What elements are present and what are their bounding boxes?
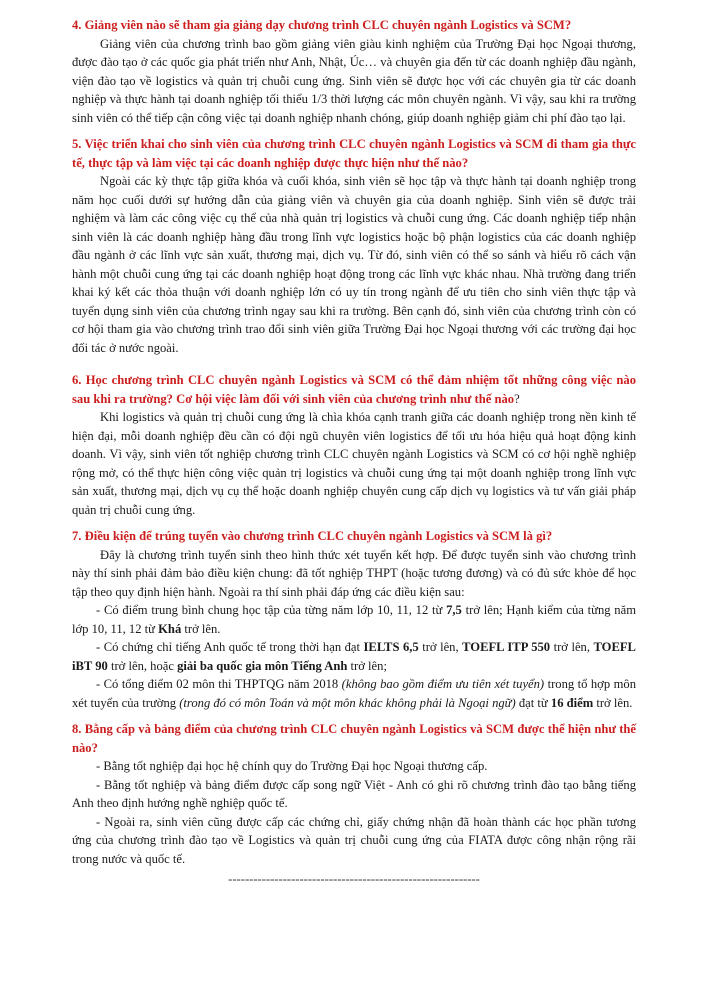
requirement-exam-score: - Có tổng điểm 02 môn thi THPTQG năm 2018 (không bao gồm điểm ưu tiên xét tuyển) trong tổ hợp môn xét tuyển của trường (trong đó có môn Toán và một môn khác không phải là Ngoại ngữ) đạt từ 16 điểm trở lên. — [72, 677, 636, 710]
question-6-text: 6. Học chương trình CLC chuyên ngành Logistics và SCM có thể đảm nhiệm tốt những công việc nào sau khi ra trường? Cơ hội việc làm đối với sinh viên của chương trình như thế nào — [72, 373, 636, 406]
requirement-gpa: - Có điểm trung bình chung học tập của từng năm lớp 10, 11, 12 từ 7,5 trở lên; Hạnh kiểm của từng năm lớp 10, 11, 12 từ Khá trở lên. — [72, 603, 636, 636]
question-7-heading: 7. Điều kiện để trúng tuyển vào chương trình CLC chuyên ngành Logistics và SCM là gì? — [72, 529, 553, 543]
answer-4-paragraph: Giảng viên của chương trình bao gồm giảng viên giàu kinh nghiệm của Trường Đại học Ngoại thương, được đào tạo ở các quốc gia phát triển như Anh, Nhật, Úc… và chuyên gia đến từ các doanh nghiệp đầu ngành, viện đào tạo về logistics và quản trị chuỗi cung ứng. Sinh viên sẽ được học với các chuyên gia từ các doanh nghiệp và thực hành tại doanh nghiệp tối thiểu 1/3 thời lượng các môn chuyên ngành. Vì vậy, sau khi ra trường sinh viên có thể tiếp cận công việc tại doanh nghiệp nhanh chóng, giúp doanh nghiệp giảm chi phí đào tạo lại. — [72, 36, 636, 125]
page-divider: ------------------------------------------------------------ — [228, 872, 480, 886]
question-6-mark: ? — [514, 391, 520, 406]
degree-bullet-3: - Ngoài ra, sinh viên cũng được cấp các chứng chỉ, giấy chứng nhận đã hoàn thành các học phần tương ứng của chương trình đào tạo về Logistics và quản trị chuỗi cung ứng của FIATA được công nhận rộng rãi trong nước và quốc tế. — [72, 814, 636, 866]
answer-6-paragraph: Khi logistics và quản trị chuỗi cung ứng là chìa khóa cạnh tranh giữa các doanh nghiệp trong nền kinh tế hiện đại, mỗi doanh nghiệp đều cần có đội ngũ chuyên viên logistics để tối ưu hóa hiệu quả hoạt động kinh doanh. Vì vậy, sinh viên tốt nghiệp chương trình CLC chuyên ngành Logistics và SCM có cơ hội nghề nghiệp rộng mở, có thể thực hiện công việc quản trị logistics và chuỗi cung ứng tại một doanh nghiệp trong lĩnh vực sản xuất, thương mại, dịch vụ cụ thể hoặc doanh nghiệp chuyên cung cấp dịch vụ logistics và tư vấn giải pháp quản trị chuỗi cung ứng. — [72, 410, 636, 517]
requirement-english: - Có chứng chỉ tiếng Anh quốc tế trong thời hạn đạt IELTS 6,5 trở lên, TOEFL ITP 550 trở lên, TOEFL iBT 90 trở lên, hoặc giải ba quốc gia môn Tiếng Anh trở lên; — [72, 640, 636, 673]
question-5-heading: 5. Việc triển khai cho sinh viên của chương trình CLC chuyên ngành Logistics và SCM đi tham gia thực tế, thực tập và làm việc tại các doanh nghiệp được thực hiện như thế nào? — [72, 137, 636, 170]
question-6-heading — [72, 371, 636, 408]
question-4-heading: 4. Giảng viên nào sẽ tham gia giảng dạy chương trình CLC chuyên ngành Logistics và SCM? — [72, 18, 572, 32]
degree-bullet-1: - Bằng tốt nghiệp đại học hệ chính quy do Trường Đại học Ngoại thương cấp. — [96, 759, 488, 773]
degree-bullet-2: - Bằng tốt nghiệp và bảng điểm được cấp song ngữ Việt - Anh có ghi rõ chương trình đào tạo bằng tiếng Anh theo định hướng nghề nghiệp quốc tế. — [72, 777, 636, 810]
answer-5-paragraph: Ngoài các kỳ thực tập giữa khóa và cuối khóa, sinh viên sẽ học tập và thực hành tại doanh nghiệp trong năm học cuối dưới sự hướng dẫn của giảng viên và chuyên gia của doanh nghiệp. Sinh viên sẽ được trải nghiệm và làm các công việc cụ thể của nhà quản trị logistics và chuỗi cung ứng. Các doanh nghiệp tiếp nhận sinh viên là các doanh nghiệp hàng đầu trong lĩnh vực logistics hoặc bộ phận logistics của các doanh nghiệp đầu ngành ở các lĩnh vực sản xuất, thương mại, dịch vụ. Từ đó, sinh viên có thể so sánh và hiểu rõ cách vận hành một chuỗi cung ứng tại các doanh nghiệp hoạt động trong các lĩnh vực khác nhau. Nhà trường đang triển khai ký kết các thỏa thuận với doanh nghiệp lớn có uy tín trong ngành để ưu tiên cho sinh viên thực tập và tuyển dụng sinh viên của chương trình ngay sau khi ra trường. Bên cạnh đó, sinh viên của chương trình còn có cơ hội tham gia vào chương trình trao đổi sinh viên giữa Trường Đại học Ngoại thương với các trường đại học đối tác ở nước ngoài. — [72, 174, 636, 355]
answer-7-intro: Đây là chương trình tuyển sinh theo hình thức xét tuyển kết hợp. Để được tuyển sinh vào chương trình này thí sinh phải đảm bảo điều kiện chung: đã tốt nghiệp THPT (hoặc tương đương) và có đủ sức khỏe để học tập theo quy định hiện hành. Ngoài ra thí sinh phải đáp ứng các điều kiện sau: — [72, 547, 636, 599]
question-8-heading: 8. Bằng cấp và bảng điểm của chương trình CLC chuyên ngành Logistics và SCM được thể hiện như thế nào? — [72, 722, 636, 755]
